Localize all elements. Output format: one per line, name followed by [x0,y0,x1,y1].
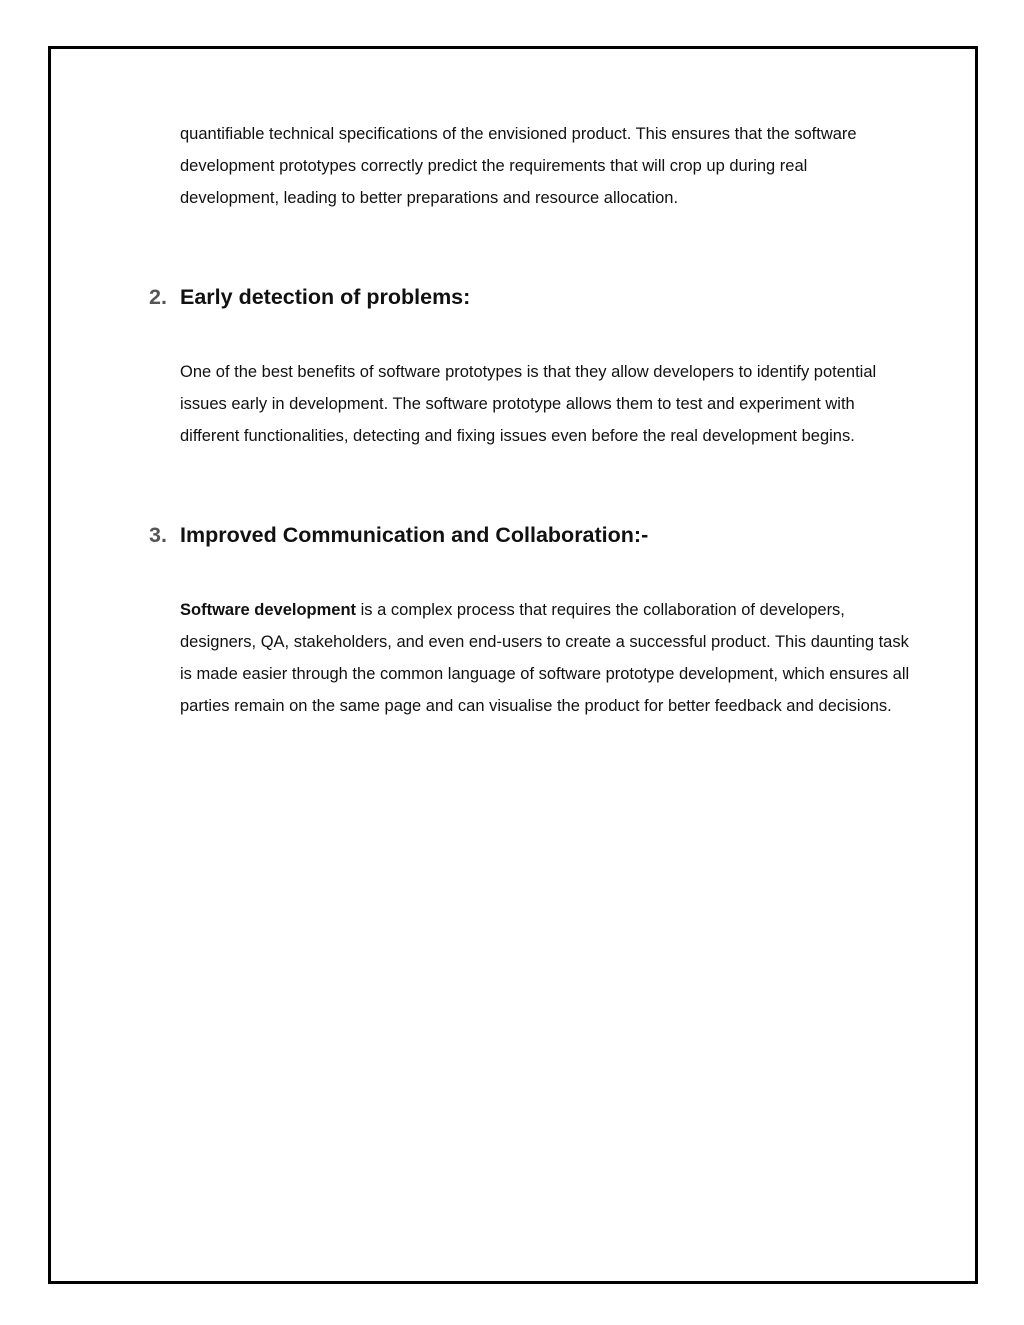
section-heading-early-detection [149,282,910,312]
paragraph-text: One of the best benefits of software prototypes is that they allow developers to identify potential issues early in development. The software prototype allows them to test and experiment with different functionalities, detecting and fixing issues even before the real development begins. [180,363,877,445]
section-paragraph-communication [180,594,910,722]
bold-lead-term: Software development [180,601,357,619]
section-title: Improved Communication and Collaboration:- [180,523,649,547]
section-heading-communication [149,520,910,550]
section-paragraph-early-detection [180,356,910,452]
section-number: 2. [149,285,167,309]
intro-paragraph: quantifiable technical specifications of the envisioned product. This ensures that the software development prototypes correctly predict the requirements that will crop up during real development, leading to better preparations and resource allocation. [180,125,857,207]
paragraph-text: is a complex process that requires the collaboration of developers, designers, QA, stakeholders, and even end-users to create a successful product. This daunting task is made easier through the common language of software prototype development, which ensures all parties remain on the same page and can visualise the product for better feedback and decisions. [180,601,910,715]
section-title: Early detection of problems: [180,285,471,309]
section-number: 3. [149,523,167,547]
document-body [149,118,910,722]
